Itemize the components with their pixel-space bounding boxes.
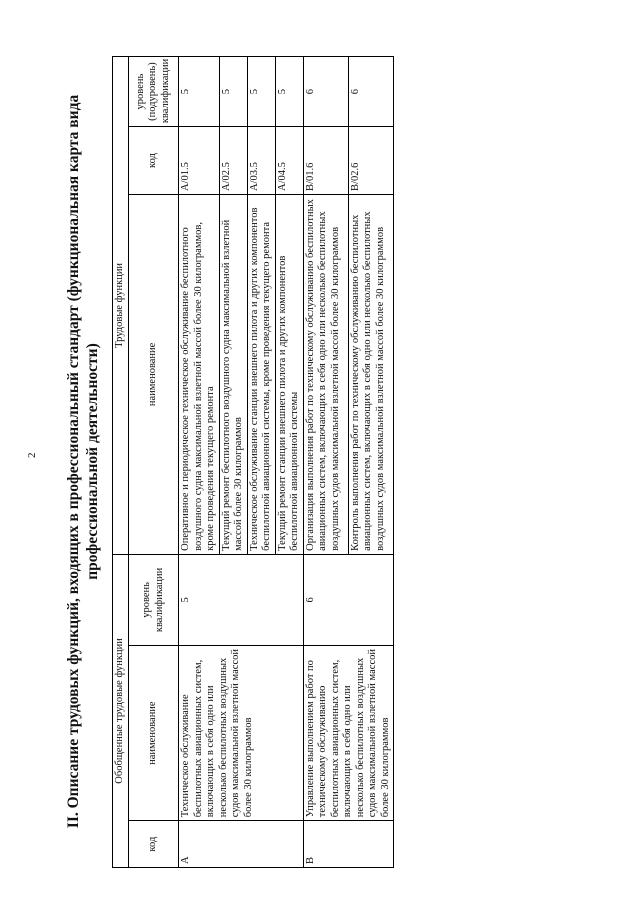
group-code: A [179, 821, 304, 868]
title-line-1: II. Описание трудовых функций, входящих в профессиональный стандарт (функциональная карта вида [65, 94, 82, 829]
function-code: A/02.5 [219, 127, 247, 195]
functional-map-table [112, 56, 394, 868]
header-name: наименование [129, 645, 179, 820]
header-function-code: код [129, 127, 179, 195]
function-code: B/02.6 [348, 127, 393, 195]
function-name: Оперативное и периодическое техническое обслуживание беспилотного воздушного судна максимальной взлетной массой более 30 килограммов, кроме проведения текущего ремонта [179, 194, 220, 554]
function-code: B/01.6 [303, 127, 348, 195]
function-level: 5 [247, 57, 275, 127]
header-function-level: уровень (подуровень) квалификации [129, 57, 179, 127]
function-code: A/03.5 [247, 127, 275, 195]
function-level: 5 [275, 57, 303, 127]
function-name: Организация выполнения работ по техническому обслуживанию беспилотных авиационных систем, включающих в себя одно или несколько беспилотных воздушных судов максимальной взлетной массой более 30 килограммов [303, 194, 348, 554]
group-name: Техническое обслуживание беспилотных авиационных систем, включающих в себя одно или несколько беспилотных воздушных судов максимальной взлетной массой более 30 килограммов [179, 645, 304, 820]
header-code: код [129, 821, 179, 868]
group-code: B [303, 821, 394, 868]
section-title [64, 40, 102, 883]
page-number: 2 [26, 452, 38, 458]
function-code: A/04.5 [275, 127, 303, 195]
function-name: Контроль выполнения работ по техническому обслуживанию беспилотных авиационных систем, включающих в себя одно или несколько беспилотных воздушных судов максимальной взлетной массой более 30 килограммов [348, 194, 393, 554]
header-function-name: наименование [129, 194, 179, 554]
header-labor-functions: Трудовые функции [113, 57, 129, 555]
function-level: 6 [303, 57, 348, 127]
function-name: Техническое обслуживание станции внешнего пилота и других компонентов беспилотной авиационной системы, кроме проведения текущего ремонта [247, 194, 275, 554]
title-line-2: профессиональной деятельности) [84, 343, 101, 580]
function-name: Текущий ремонт станции внешнего пилота и других компонентов беспилотной авиационной системы [275, 194, 303, 554]
header-generalized-functions: Обобщенные трудовые функции [113, 554, 129, 867]
function-level: 6 [348, 57, 393, 127]
table-row [303, 57, 348, 868]
function-code: A/01.5 [179, 127, 220, 195]
header-level: уровень квалификации [129, 554, 179, 645]
function-level: 5 [179, 57, 220, 127]
group-level: 6 [303, 554, 394, 645]
function-level: 5 [219, 57, 247, 127]
table-row [179, 57, 220, 868]
function-name: Текущий ремонт беспилотного воздушного судна максимальной взлетной массой более 30 килограммов [219, 194, 247, 554]
group-level: 5 [179, 554, 304, 645]
group-name: Управление выполнением работ по техническому обслуживанию беспилотных авиационных систем, включающих в себя одно или несколько беспилотных воздушных судов максимальной взлетной массой более 30 килограммов [303, 645, 394, 820]
